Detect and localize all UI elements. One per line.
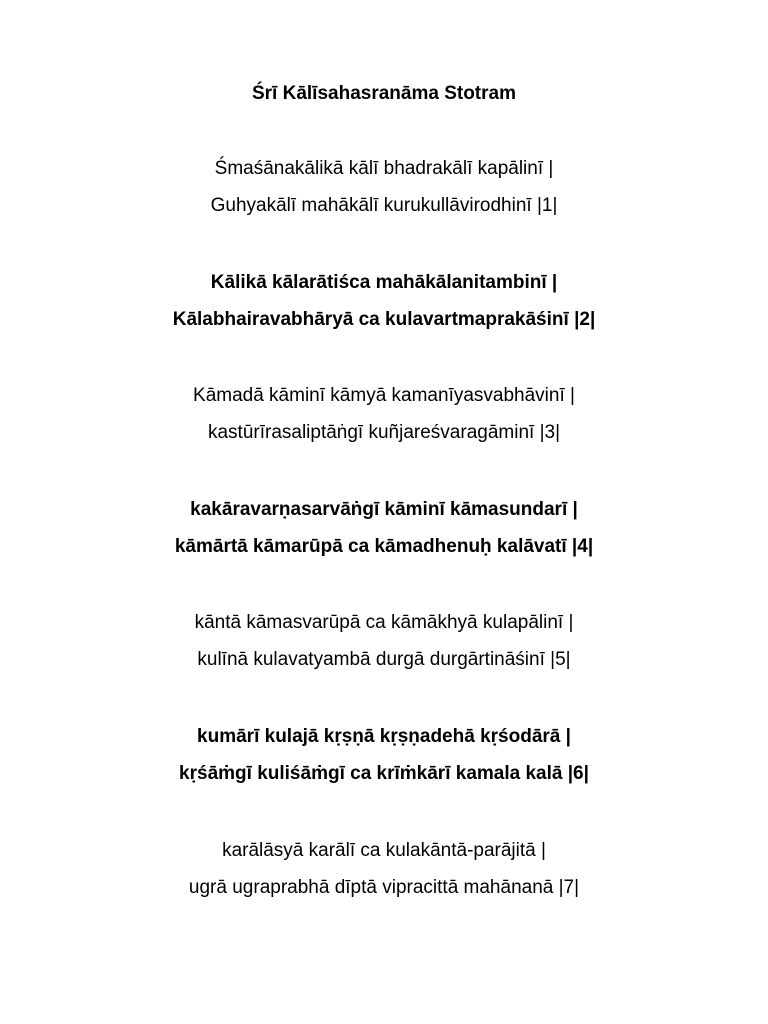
verse-line: kakāravarṇasarvāṅgī kāminī kāmasundarī |: [190, 499, 578, 520]
verse-line: kāmārtā kāmarūpā ca kāmadhenuḥ kalāvatī |4|: [174, 536, 594, 557]
verse-line: Kāmadā kāminī kāmyā kamanīyasvabhāvinī |: [193, 385, 575, 406]
verse-line: kumārī kulajā kṛṣṇā kṛṣṇadehā kṛśodārā |: [197, 726, 571, 747]
verse-line: karālāsyā karālī ca kulakāntā-parājitā |: [222, 840, 546, 861]
verse-line: ugrā ugraprabhā dīptā vipracittā mahānanā |7|: [188, 877, 580, 898]
verse-4: [0, 498, 768, 572]
document-title: Śrī Kālīsahasranāma Stotram: [251, 83, 516, 104]
verse-5: [0, 611, 768, 685]
verse-line: kāntā kāmasvarūpā ca kāmākhyā kulapālinī |: [194, 612, 574, 633]
verse-line: Kālikā kālarātiśca mahākālanitambinī |: [210, 272, 558, 293]
verse-7: [0, 839, 768, 913]
verse-line: Śmaśānakālikā kālī bhadrakālī kapālinī |: [214, 158, 554, 179]
verse-line: kastūrīrasaliptāṅgī kuñjareśvaragāminī |3|: [207, 422, 561, 443]
verse-line: Guhyakālī mahākālī kurukullāvirodhinī |1|: [210, 195, 558, 216]
verse-1: [0, 157, 768, 231]
verse-6: [0, 725, 768, 799]
verse-line: kṛśāṁgī kuliśāṁgī ca krīṁkārī kamala kalā |6|: [179, 763, 589, 784]
verse-3: [0, 384, 768, 458]
verse-line: kulīnā kulavatyambā durgā durgārtināśinī |5|: [197, 649, 571, 670]
verse-line: Kālabhairavabhāryā ca kulavartmaprakāśinī |2|: [172, 309, 596, 330]
verse-2: [0, 271, 768, 345]
